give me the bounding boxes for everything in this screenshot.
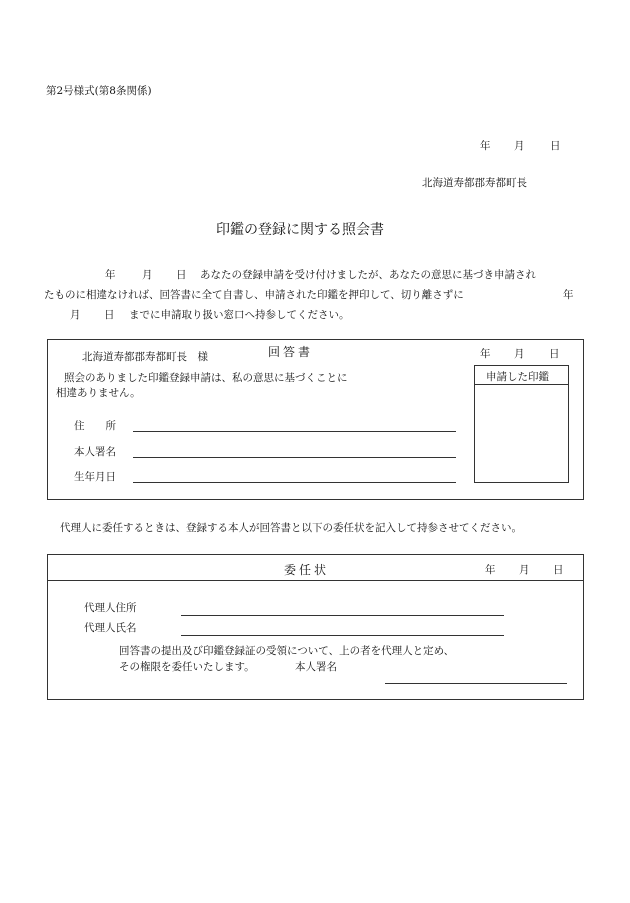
date-month: 月 [514,140,525,152]
body-line-1: あなたの登録申請を受け付けましたが、あなたの意思に基づき申請され [200,269,536,281]
field-address-label: 住 所 [74,420,116,432]
proxy-month: 月 [519,564,530,576]
page-title: 印鑑の登録に関する照会書 [216,222,384,238]
body-day: 日 [176,269,187,281]
reply-year: 年 [480,348,491,360]
proxy-address-label: 代理人住所 [84,602,137,614]
proxy-text-1: 回答書の提出及び印鑑登録証の受領について、上の者を代理人と定め、 [119,645,455,657]
body-deadline-day: 日 [104,309,115,321]
date-year: 年 [480,140,491,152]
body-line-2: たものに相違なければ、回答書に全て自書し、申請された印鑑を押印して、切り離さずに [44,289,464,301]
proxy-address-line[interactable] [181,615,504,616]
issuer: 北海道寿都郡寿都町長 [422,177,527,189]
reply-day: 日 [549,348,560,360]
proxy-day: 日 [553,564,564,576]
form-number: 第2号様式(第8条関係) [46,85,152,97]
proxy-name-line[interactable] [181,635,504,636]
field-address-line[interactable] [133,431,456,432]
reply-month: 月 [514,348,525,360]
field-signature-line[interactable] [133,457,456,458]
reply-title: 回答書 [268,345,314,359]
body-deadline-month: 月 [70,309,81,321]
body-month: 月 [142,269,153,281]
field-signature-label: 本人署名 [74,446,116,458]
date-day: 日 [550,140,561,152]
reply-text-1: 照会のありました印鑑登録申請は、私の意思に基づくことに [64,372,348,384]
field-birthdate-line[interactable] [133,482,456,483]
reply-addressee: 北海道寿都郡寿都町長 様 [82,351,208,363]
seal-label: 申請した印鑑 [486,371,549,383]
proxy-signature-label: 本人署名 [295,661,337,673]
body-year: 年 [105,269,116,281]
proxy-text-2: その権限を委任いたします。 [119,661,255,673]
reply-text-2: 相違ありません。 [56,387,141,399]
proxy-note: 代理人に委任するときは、登録する本人が回答書と以下の委任状を記入して持参させてください。 [60,522,522,534]
proxy-name-label: 代理人氏名 [84,622,137,634]
proxy-title: 委任状 [284,563,330,577]
proxy-year: 年 [485,564,496,576]
proxy-header-divider [47,580,584,581]
field-birthdate-label: 生年月日 [74,471,116,483]
seal-box-divider [474,384,569,385]
proxy-signature-line[interactable] [385,683,567,684]
body-deadline-year: 年 [563,289,574,301]
body-line-3: までに申請取り扱い窓口へ持参してください。 [129,309,350,321]
